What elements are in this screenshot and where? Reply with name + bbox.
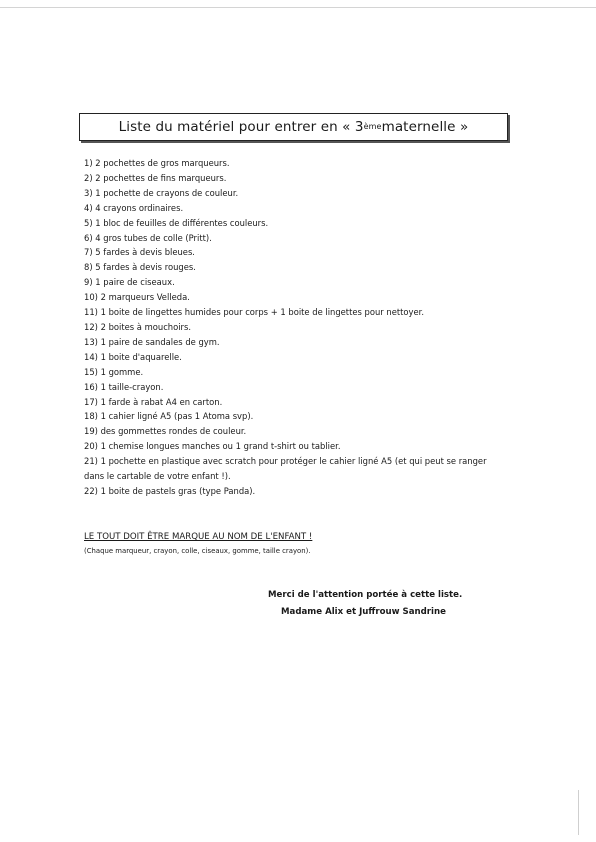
list-item: 14) 1 boite d'aquarelle.: [84, 351, 182, 362]
list-item: 13) 1 paire de sandales de gym.: [84, 336, 220, 347]
name-label-notice-detail: (Chaque marqueur, crayon, colle, ciseaux, gomme, taille crayon).: [84, 547, 311, 555]
title-text-before: Liste du matériel pour entrer en « 3: [118, 119, 364, 135]
list-item: 1) 2 pochettes de gros marqueurs.: [84, 158, 230, 168]
list-item: 6) 4 gros tubes de colle (Pritt).: [84, 232, 212, 243]
list-item: 20) 1 chemise longues manches ou 1 grand t-shirt ou tablier.: [84, 441, 341, 452]
title-superscript: ème: [363, 121, 382, 131]
list-item: 22) 1 boite de pastels gras (type Panda).: [84, 485, 256, 496]
scan-edge-line: [578, 790, 579, 835]
list-item: 7) 5 fardes à devis bleues.: [84, 247, 195, 258]
closing-signature: Madame Alix et Juffrouw Sandrine: [281, 607, 446, 617]
list-item: 17) 1 farde à rabat A4 en carton.: [84, 396, 223, 407]
page-top-rule: [0, 7, 596, 8]
list-item: 11) 1 boite de lingettes humides pour corps + 1 boite de lingettes pour nettoyer.: [84, 307, 425, 318]
list-item: 15) 1 gomme.: [84, 366, 144, 377]
list-item: 9) 1 paire de ciseaux.: [84, 277, 175, 288]
list-item: 19) des gommettes rondes de couleur.: [84, 426, 247, 437]
list-item: 5) 1 bloc de feuilles de différentes couleurs.: [84, 217, 269, 228]
list-item: 18) 1 cahier ligné A5 (pas 1 Atoma svp).: [84, 411, 254, 422]
list-item: 4) 4 crayons ordinaires.: [84, 202, 184, 213]
title-text-after: maternelle »: [381, 119, 469, 135]
list-item: 8) 5 fardes à devis rouges.: [84, 262, 196, 273]
closing-thanks: Merci de l'attention portée à cette liste.: [268, 590, 463, 600]
list-item: 10) 2 marqueurs Velleda.: [84, 292, 190, 303]
list-item: 2) 2 pochettes de fins marqueurs.: [84, 172, 227, 183]
name-label-notice: LE TOUT DOIT ÊTRE MARQUE AU NOM DE L'ENFANT !: [84, 532, 313, 542]
list-item: 3) 1 pochette de crayons de couleur.: [84, 187, 239, 198]
list-item: 12) 2 boites à mouchoirs.: [84, 321, 192, 332]
list-item: 21) 1 pochette en plastique avec scratch pour protéger le cahier ligné A5 (et qui peut se ranger dans le cartable de votre enfant !).: [84, 456, 487, 482]
list-item: 16) 1 taille-crayon.: [84, 381, 164, 392]
supply-list: [84, 156, 504, 499]
page-title: [79, 113, 508, 141]
